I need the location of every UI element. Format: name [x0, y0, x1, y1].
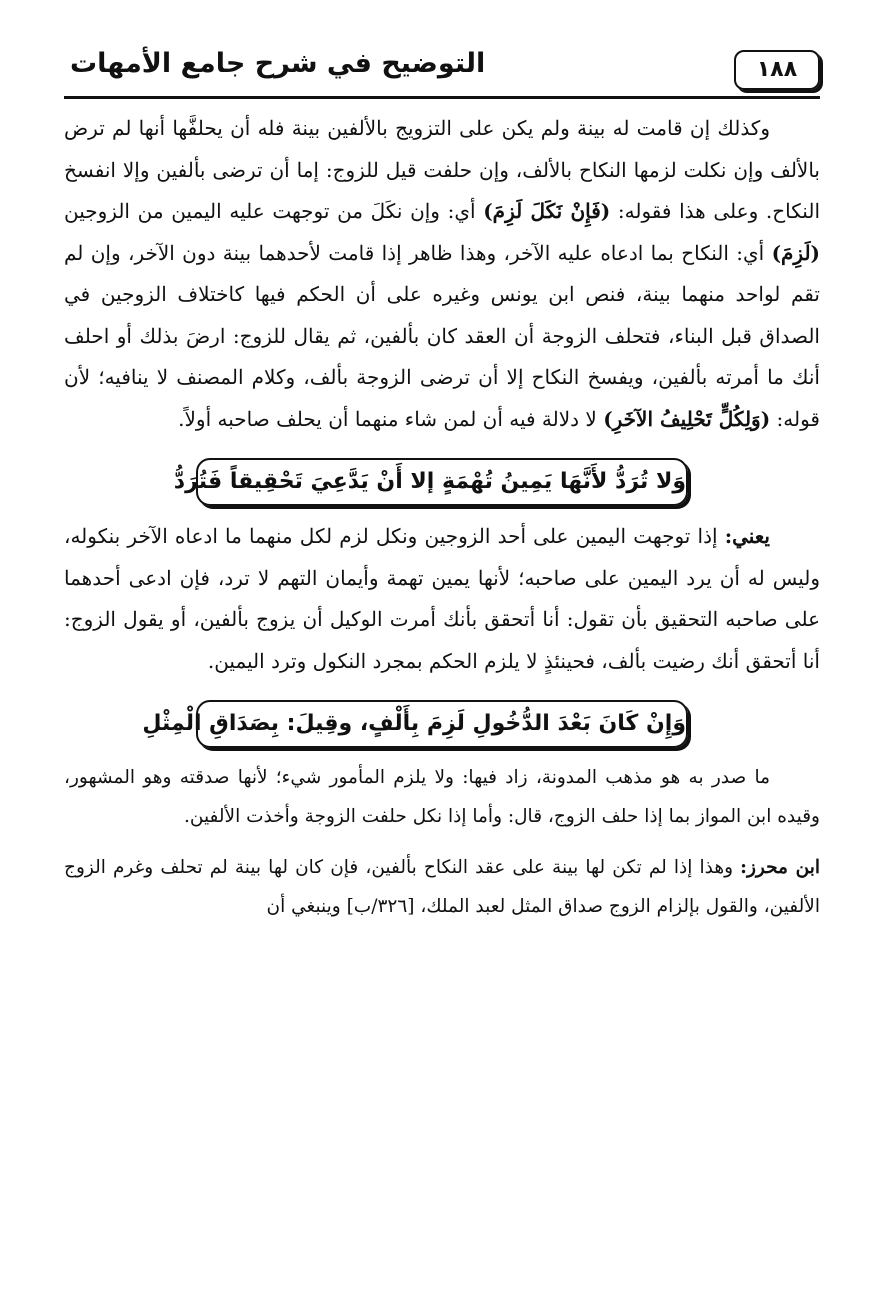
text-run: وكذلك إن قامت له بينة ولم يكن على التزويج بالألفين بينة فله أن يحلفَّها أنها لم ترض بالألف وإن نكلت لزمها النكاح بالألف، وإن حلفت قيل للزوج: إما أن ترضى بألفين وإلا انفسخ النكاح. وعلى هذا فقوله: — [64, 116, 820, 223]
text-run: أي: وإن نكَلَ من توجهت عليه اليمين من الزوجين — [64, 199, 484, 223]
quoted-matn: (فَإِنْ نَكَلَ لَزِمَ) — [483, 199, 611, 223]
page-body — [64, 108, 820, 926]
paragraph-3: ما صدر به هو مذهب المدونة، زاد فيها: ولا يلزم المأمور شيء؛ لأنها صدقته وهو المشهور، وقيده ابن المواز بما إذا حلف الزوج، قال: وأما إذا نكل حلفت الزوجة وأخذت الألفين. — [64, 767, 820, 827]
header-rule — [64, 96, 820, 99]
matn-box-2: وَإِنْ كَانَ بَعْدَ الدُّخُولِ لَزِمَ بِأَلْفٍ، وقِيلَ: بِصَدَاقِ الْمِثْلِ — [196, 700, 688, 748]
text-run: أي: النكاح بما ادعاه عليه الآخر، وهذا ظاهر إذا قامت لأحدهما بينة دون الآخر، وإن لم تقم لواحد منهما بينة، فنص ابن يونس وغيره على أن الحكم فيها كاختلاف الزوجين في الصداق قبل البناء، فتحلف الزوجة أن العقد كان بألفين، ثم يقال للزوج: ارضَ بذلك أو احلف أنك ما أمرته بألفين، ويفسخ النكاح إلا أن ترضى الزوجة بألف، وكلام المصنف لا ينافيه؛ لأن قوله: — [64, 240, 820, 431]
lead-word: يعني: — [724, 524, 770, 548]
matn-box-1: وَلا تُرَدُّ لأَنَّهَا يَمِينُ تُهْمَةٍ إلا أَنْ يَدَّعِيَ تَحْقِيقاً فَتُرَدُّ — [196, 458, 688, 506]
text-run: إذا توجهت اليمين على أحد الزوجين ونكل لزم لكل منهما ما ادعاه الآخر بنكوله، وليس له أن يرد اليمين على صاحبه؛ لأنها يمين تهمة وأيمان التهم لا ترد، فإن ادعى أحدهما على صاحبه التحقيق بأن تقول: أنا أتحقق بأنك أمرت الوكيل أن يزوج بألفين، أو يقول الزوج: أنا أتحقق أنك رضيت بألف، فحينئذٍ لا يلزم الحكم بمجرد النكول وترد اليمين. — [64, 524, 820, 673]
page-header — [64, 42, 820, 94]
paragraph-2 — [64, 516, 820, 682]
quoted-matn: (وَلِكُلٍّ تَحْلِيفُ الآخَرِ) — [603, 406, 771, 431]
book-title: التوضيح في شرح جامع الأمهات — [70, 48, 486, 79]
paragraph-4 — [64, 848, 820, 926]
page-number: ١٨٨ — [734, 50, 820, 90]
quoted-matn: (لَزِمَ) — [771, 240, 820, 265]
paragraph-1 — [64, 108, 820, 440]
spacer — [64, 836, 820, 848]
lead-word: ابن محرز: — [740, 857, 820, 878]
text-run: وهذا إذا لم تكن لها بينة على عقد النكاح بألفين، فإن كان لها بينة لم تحلف وغرم الزوج الألفين، والقول بإلزام الزوج صداق المثل لعبد الملك، [٣٢٦/ب] وينبغي أن — [64, 857, 820, 917]
text-run: لا دلالة فيه أن لمن شاء منهما أن يحلف صاحبه أولاً. — [178, 406, 604, 431]
